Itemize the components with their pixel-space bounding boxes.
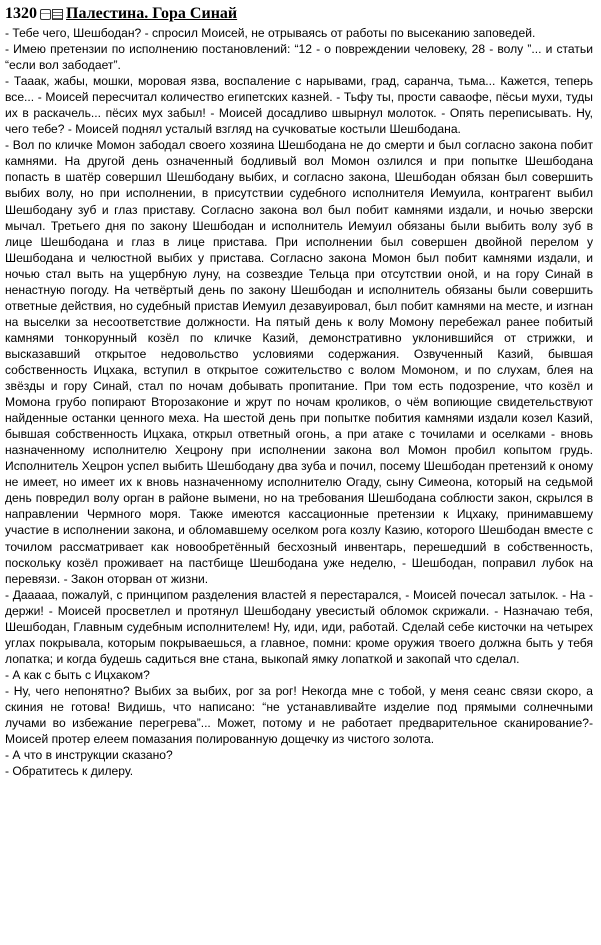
paragraph: - Обратитесь к дилеру. [5,764,134,779]
paragraph: - Тааак, жабы, мошки, моровая язва, воспаление с нарывами, град, саранча, тьма... Кажется, теперь все... - Моисей пересчитал количество египетских казней. - Тьфу ты, прости саваофе, пёсьи мухи, туды их в раскачель... пёсих мух забыл! - Моисей досадливо швырнул молоток. - Опять переписывать. Ну, чего тебе? - Моисей поднял усталый взгляд на сучковатые костыли Шешбодана. [5,74,593,137]
paragraph: - Имею претензии по исполнению постановлений: “12 - о повреждении человеку, 28 - волу ”... и статьи “если вол забодает”. [5,42,593,73]
post-title[interactable]: Палестина. Гора Синай [66,5,238,22]
post-number: 1320 [5,5,37,22]
header-icons [40,9,63,20]
document-icon [52,9,63,20]
post-body [5,25,593,779]
paragraph: - Вол по кличке Момон забодал своего хозяина Шешбодана не до смерти и был согласно закона побит камнями. На другой день означенный бодливый вол Момон озлился и при попытке Шешбодана попасть в шатёр совершил Шешбодану выбих, и согласно закона, Шешбодан обязан был совершить выбих волу, но при исполнении, в присутствии судебного исполнителя Иемуила, контрагент выбил Шешбодану зуб и глаз приставу. Согласно закона вол был побит камнями издали, и ночью зверски мычал. Третьего дня по закону Шешбодан и исполнитель Иемуил обязаны были выбить волу зуб в лице Шешбодана и глаз в лице пристава. При исполнении был совершен двойной перелом у Шешбодана и челюстной выбих у пристава. Согласно закона Момон был побит камнями издали, и ночью стал выть на ущербную луну, на созвездие Тельца при отсутствии оной, и на гору Синай в ненастную погоду. На четвёртый день по закону Шешбодан и исполнитель обязаны были совершить ответные действия, но судебный пристав Иемуил дезавуировал, был побит камнями на месте, и изгнан на выселки за несоответствие должности. На пятый день к волу Момону перебежал ранее побитый камнями тонкорунный козёл по кличке Казий, демонстративно уклонившийся от стрижки, и высказавший открытое недовольство условиями содержания. Озвученный Казий, бывшая собственность Ицхака, вступил в открытое сожительство с волом Момоном, и по слухам, блея на звёзды и гору Синай, стал по ночам добывать пропитание. При том есть подозрение, что козёл и Момона грубо попирают Второзаконие и жрут по ночам кроликов, о чём вопиющие свидетельствуют найденные останки ценного меха. На шестой день при попытке побития камнями издали козел Казий, бывшая собственность Ицхака, открыл ответный огонь, а при атаке с точилами и оселками - вновь назначенному исполнителю Хецрону при исполнении закона вол Момон пробил копытом грудь. Исполнитель Хецрон успел выбить Шешбодану два зуба и почил, посему Шешбодан претензий к оному не имеет, но имеет их к вновь назначенному исполнителю Огаду, сыну Симеона, который на седьмой день повредил волу орган в районе вымени, но на требования Шешбодана соблюсти закон, скрылся в направлении Чермного моря. Также имеются кассационные претензии к Ицхаку, принимавшему участие в исполнении закона, и обломавшему оселком рога козлу Казию, которого Шешбодан вместе с точилом рассматривает как новообретённый бесхозный инвентарь, перешедший в собственность, поскольку козёл проживает на пастбище Шешбодана уже неделю, - Шешбодан, поправил лубок на перевязи. - Закон оторван от жизни. [5,138,593,586]
paragraph: - Тебе чего, Шешбодан? - спросил Моисей, не отрываясь от работы по высеканию заповедей. [5,26,536,40]
camera-icon [40,9,51,20]
paragraph: - А как с быть с Ицхаком? [5,667,150,682]
paragraph: - А что в инструкции сказано? [5,748,173,763]
paragraph: - Дааааа, пожалуй, с принципом разделения властей я перестарался, - Моисей почесал затылок. - На - держи! - Моисей просветлел и протянул Шешбодану увесистый обломок скрижали. - Назначаю тебя, Шешбодан, Главным судебным исполнителем! Ну, иди, иди, работай. Сделай себе кисточки на четырех углах покрывала, которым покрываешься, а главное, помни: кроме оружия твоего должна быть у тебя лопатка; и когда будешь садиться вне стана, выкопай ямку лопаткой и закопай что сделал. [5,587,593,666]
post-header [5,3,593,25]
paragraph: - Ну, чего непонятно? Выбих за выбих, рог за рог! Некогда мне с тобой, у меня сеанс связи скоро, а скиния не готова! Видишь, что написано: “не устанавливайте изделие под прямыми солнечными лучами во избежание перегрева”... Может, потому и не работает предварительное сканирование?- Моисей протер елеем помазания полированную дощечку из чистого золота. [5,683,593,747]
